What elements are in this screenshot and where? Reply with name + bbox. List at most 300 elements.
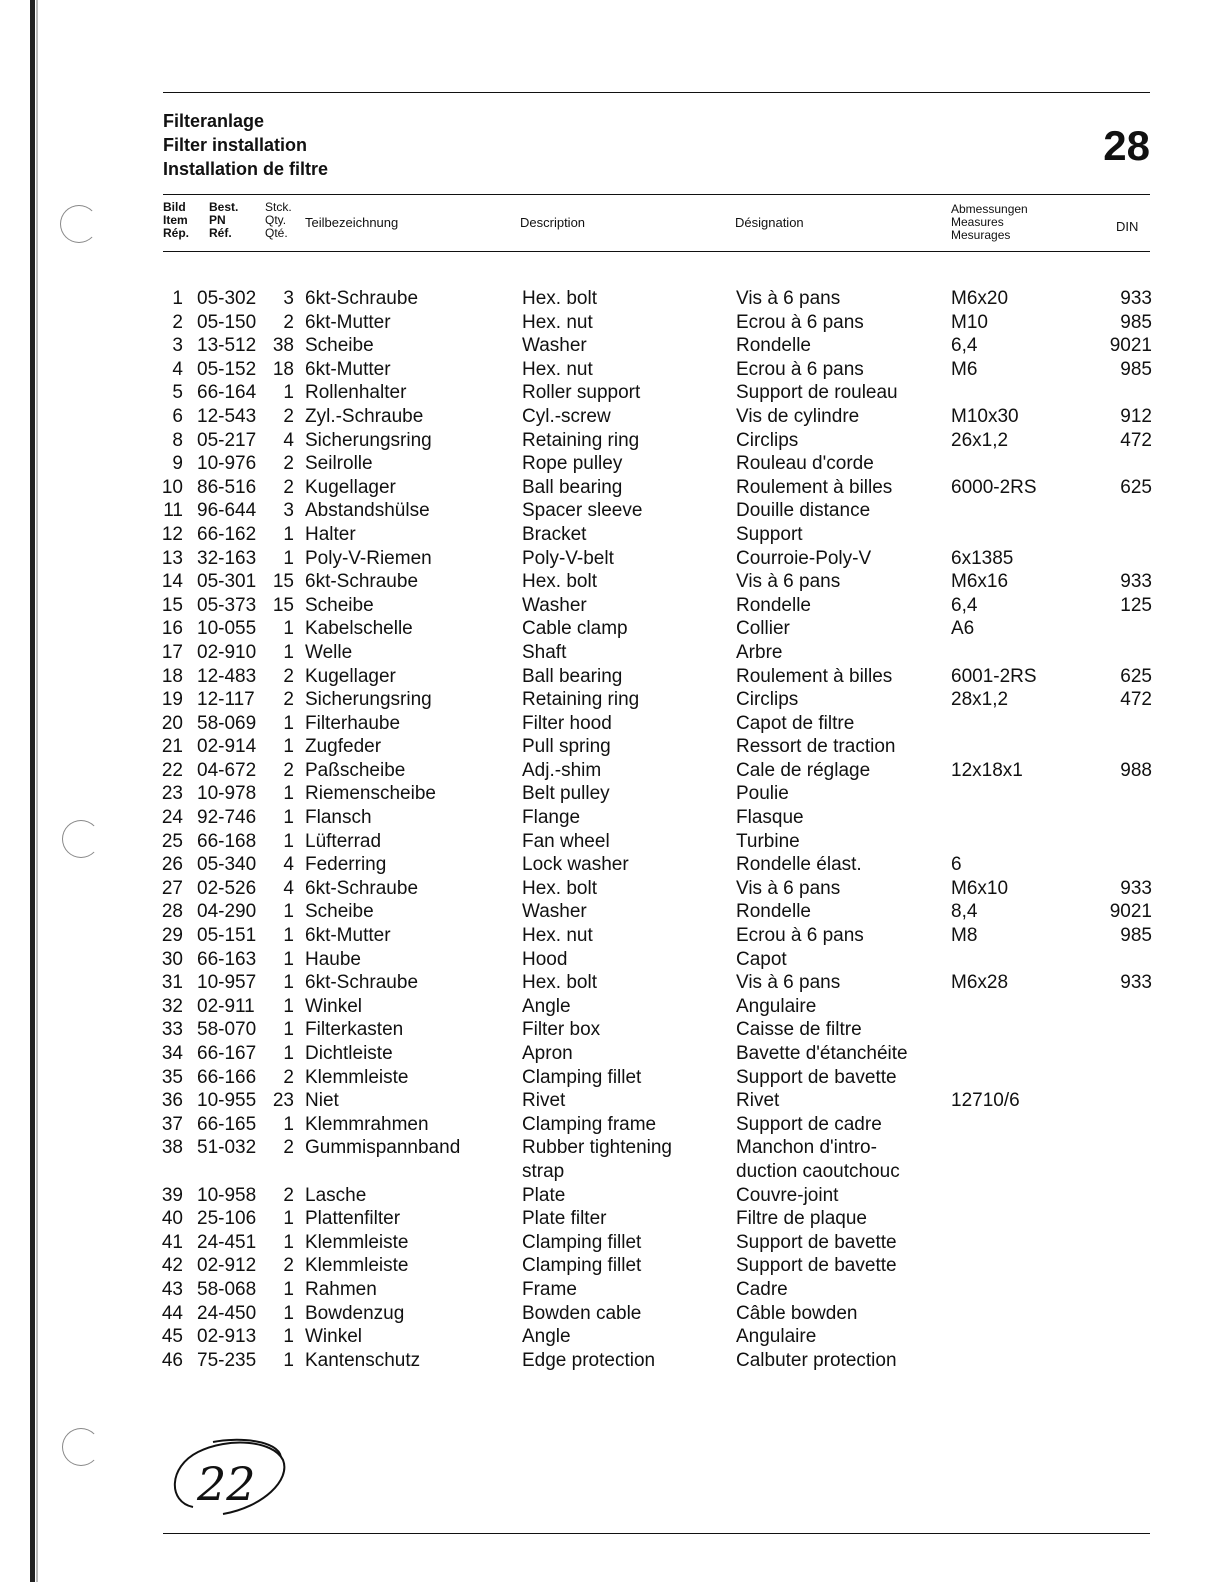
part-number: 58-069	[197, 712, 257, 734]
table-row	[0, 782, 1224, 806]
item-number: 13	[161, 547, 183, 569]
handwritten-page-number: 22	[197, 1457, 256, 1511]
quantity: 2	[283, 1066, 294, 1088]
table-row	[0, 712, 1224, 736]
table-row	[0, 688, 1224, 712]
table-row	[0, 429, 1224, 453]
part-number: 51-032	[197, 1137, 257, 1159]
item-number: 25	[161, 830, 183, 852]
description-english: Angle	[522, 995, 571, 1017]
part-number: 04-672	[197, 759, 257, 781]
designation-french: Turbine	[736, 830, 800, 852]
item-number: 16	[161, 618, 183, 640]
din-standard: 985	[1120, 311, 1152, 333]
part-number: 86-516	[197, 476, 257, 498]
item-number: 35	[161, 1066, 183, 1088]
description-english: Hex. bolt	[522, 877, 597, 899]
designation-french: Rondelle	[736, 335, 811, 357]
din-standard: 472	[1120, 429, 1152, 451]
quantity: 1	[283, 1349, 294, 1371]
quantity: 1	[283, 1302, 294, 1324]
designation-french: Couvre-joint	[736, 1184, 839, 1206]
din-standard: 933	[1120, 877, 1152, 899]
description-english: Edge protection	[522, 1349, 656, 1371]
name-german: Winkel	[305, 1326, 363, 1348]
header-measures: Abmessungen Measures Mesurages	[951, 202, 1028, 242]
description-english: Ball bearing	[522, 476, 623, 498]
description-english: Hex. nut	[522, 925, 593, 947]
name-german: Kugellager	[305, 665, 396, 687]
item-number: 19	[161, 689, 183, 711]
name-german: Riemenscheibe	[305, 783, 436, 805]
designation-french: Support de bavette	[736, 1231, 897, 1253]
designation-french: Rivet	[736, 1090, 780, 1112]
name-german: Dichtleiste	[305, 1043, 393, 1064]
part-number: 12-543	[197, 405, 257, 427]
quantity: 3	[283, 500, 294, 522]
table-row	[0, 334, 1224, 358]
description-english: Adj.-shim	[522, 759, 602, 781]
table-row	[0, 806, 1224, 830]
item-number: 29	[161, 925, 183, 947]
part-number: 24-451	[197, 1231, 257, 1253]
part-number: 10-957	[197, 972, 257, 994]
din-standard: 985	[1120, 358, 1152, 380]
table-row	[0, 523, 1224, 547]
part-number: 02-912	[197, 1255, 257, 1277]
table-row	[0, 641, 1224, 665]
table-row	[0, 1113, 1224, 1137]
designation-french: Capot	[736, 948, 787, 970]
name-german: Paßscheibe	[305, 759, 406, 781]
designation-french: Support de rouleau	[736, 382, 898, 404]
name-german: Zugfeder	[305, 736, 382, 758]
description-english: Spacer sleeve	[522, 500, 643, 522]
item-number: 12	[161, 523, 183, 545]
item-number: 4	[172, 358, 183, 380]
table-row	[0, 1042, 1224, 1066]
name-german: Niet	[305, 1090, 339, 1112]
quantity: 1	[283, 618, 294, 640]
description-english: Hex. bolt	[522, 972, 597, 994]
item-number: 11	[163, 500, 183, 522]
header-bottom-rule	[163, 251, 1150, 252]
description-english: Cable clamp	[522, 618, 628, 640]
designation-french: Rouleau d'corde	[736, 453, 874, 475]
name-german: Sicherungsring	[305, 429, 432, 451]
description-english: Washer	[522, 335, 587, 357]
quantity: 4	[283, 854, 294, 876]
header-description: Description	[520, 215, 586, 230]
table-row	[0, 1325, 1224, 1349]
item-number: 15	[161, 594, 183, 616]
item-number: 39	[161, 1184, 183, 1206]
page-number: 28	[1103, 122, 1150, 169]
part-number: 10-055	[197, 618, 257, 640]
bottom-rule	[163, 1533, 1150, 1534]
designation-french: Courroie-Poly-V	[736, 547, 872, 569]
part-number: 66-162	[197, 523, 257, 545]
name-german: Filterhaube	[305, 712, 401, 734]
designation-french: Ecrou à 6 pans	[736, 358, 864, 380]
table-row	[0, 1066, 1224, 1090]
description-english: Plate	[522, 1184, 566, 1206]
item-number: 42	[161, 1255, 183, 1277]
header-din: DIN	[1116, 219, 1139, 234]
name-german: Bowdenzug	[305, 1302, 405, 1324]
quantity: 2	[283, 1184, 294, 1206]
part-number: 66-163	[197, 948, 257, 970]
description-english: Clamping fillet	[522, 1255, 642, 1277]
quantity: 1	[283, 1231, 294, 1253]
part-number: 66-168	[197, 830, 257, 852]
header-bild: Bild Item Rép.	[163, 200, 190, 240]
designation-french: Cadre	[736, 1278, 788, 1300]
measures: 12710/6	[951, 1090, 1020, 1112]
description-english: Belt pulley	[522, 783, 610, 805]
header-qty: Stck. Qty. Qté.	[265, 200, 292, 240]
name-german: Lasche	[305, 1184, 367, 1206]
description-english: Rope pulley	[522, 453, 623, 475]
title-french: Installation de filtre	[163, 159, 329, 179]
description-english: Retaining ring	[522, 429, 640, 451]
name-german: 6kt-Mutter	[305, 925, 391, 947]
item-number: 22	[161, 759, 183, 781]
table-row	[0, 853, 1224, 877]
description-english: Flange	[522, 807, 581, 829]
description-english: Clamping frame	[522, 1113, 657, 1135]
item-number: 43	[161, 1278, 183, 1300]
din-standard: 933	[1120, 571, 1152, 593]
quantity: 2	[283, 1255, 294, 1277]
designation-french: Flasque	[736, 807, 804, 829]
din-standard: 9021	[1109, 335, 1152, 357]
punch-hole-bottom	[62, 1428, 100, 1466]
designation-french: Collier	[736, 618, 790, 640]
designation-french: Douille distance	[736, 500, 871, 522]
item-number: 38	[161, 1137, 183, 1159]
quantity: 1	[283, 995, 294, 1017]
part-number: 10-958	[197, 1184, 257, 1206]
quantity: 38	[272, 335, 294, 357]
quantity: 2	[283, 476, 294, 498]
table-row	[0, 287, 1224, 311]
description-english: Hex. nut	[522, 358, 593, 380]
table-row	[0, 1089, 1224, 1113]
designation-french: Support de bavette	[736, 1066, 897, 1088]
quantity: 3	[283, 288, 294, 309]
din-standard: 625	[1120, 665, 1152, 687]
name-german: Sicherungsring	[305, 689, 432, 711]
quantity: 1	[283, 641, 294, 663]
table-row	[0, 311, 1224, 335]
name-german: 6kt-Schraube	[305, 288, 419, 309]
part-number: 05-373	[197, 594, 257, 616]
item-number: 33	[161, 1019, 183, 1041]
description-english: Apron	[522, 1043, 573, 1064]
name-german: 6kt-Schraube	[305, 877, 419, 899]
header-top-rule	[163, 194, 1150, 195]
description-english: Rubber tightening strap	[522, 1137, 672, 1182]
name-german: Halter	[305, 523, 356, 545]
part-number: 58-070	[197, 1019, 257, 1041]
din-standard: 912	[1120, 405, 1152, 427]
quantity: 1	[283, 547, 294, 569]
item-number: 17	[161, 641, 183, 663]
designation-french: Support de cadre	[736, 1113, 882, 1135]
name-german: 6kt-Mutter	[305, 358, 391, 380]
part-number: 02-910	[197, 641, 257, 663]
part-number: 10-955	[197, 1090, 257, 1112]
quantity: 1	[283, 948, 294, 970]
description-english: Filter hood	[522, 712, 612, 734]
part-number: 12-117	[197, 689, 255, 711]
name-german: Scheibe	[305, 594, 374, 616]
name-german: Klemmleiste	[305, 1255, 409, 1277]
part-number: 92-746	[197, 807, 257, 829]
description-english: Plate filter	[522, 1208, 607, 1230]
part-number: 02-913	[197, 1326, 257, 1348]
part-number: 66-166	[197, 1066, 257, 1088]
designation-french: Vis à 6 pans	[736, 972, 841, 994]
description-english: Cyl.-screw	[522, 405, 611, 427]
designation-french: Circlips	[736, 429, 799, 451]
item-number: 14	[161, 571, 183, 593]
measures: 12x18x1	[951, 759, 1023, 781]
name-german: Kugellager	[305, 476, 396, 498]
table-row	[0, 735, 1224, 759]
name-german: Scheibe	[305, 901, 374, 923]
din-standard: 933	[1120, 288, 1152, 309]
description-english: Hex. nut	[522, 311, 593, 333]
description-english: Hex. bolt	[522, 288, 597, 309]
measures: 28x1,2	[951, 689, 1009, 711]
table-row	[0, 877, 1224, 901]
header-pn: Best. PN Réf.	[209, 200, 239, 240]
designation-french: Câble bowden	[736, 1302, 858, 1324]
part-number: 12-483	[197, 665, 257, 687]
din-standard: 472	[1120, 689, 1152, 711]
quantity: 18	[272, 358, 294, 380]
name-german: Federring	[305, 854, 387, 876]
designation-french: Angulaire	[736, 1326, 817, 1348]
part-number: 66-167	[197, 1043, 257, 1064]
item-number: 31	[161, 972, 183, 994]
quantity: 1	[283, 1113, 294, 1135]
item-number: 26	[161, 854, 183, 876]
designation-french: Vis à 6 pans	[736, 571, 841, 593]
name-german: Klemmrahmen	[305, 1113, 429, 1135]
item-number: 6	[172, 405, 183, 427]
table-row	[0, 594, 1224, 618]
measures: M6x16	[951, 571, 1009, 593]
measures: 26x1,2	[951, 429, 1009, 451]
description-english: Filter box	[522, 1019, 601, 1041]
quantity: 1	[283, 1019, 294, 1041]
din-standard: 933	[1120, 972, 1152, 994]
item-number: 45	[161, 1326, 183, 1348]
table-row	[0, 1254, 1224, 1278]
item-number: 5	[172, 382, 183, 404]
description-english: Poly-V-belt	[522, 547, 614, 569]
quantity: 2	[283, 311, 294, 333]
table-row	[0, 1278, 1224, 1302]
table-row	[0, 381, 1224, 405]
quantity: 4	[283, 877, 294, 899]
quantity: 1	[283, 712, 294, 734]
item-number: 37	[161, 1113, 183, 1135]
quantity: 1	[283, 901, 294, 923]
quantity: 15	[272, 594, 294, 616]
quantity: 2	[283, 453, 294, 475]
table-row	[0, 1018, 1224, 1042]
designation-french: Arbre	[736, 641, 783, 663]
quantity: 1	[283, 382, 294, 404]
table-row	[0, 547, 1224, 571]
quantity: 1	[283, 523, 294, 545]
quantity: 2	[283, 759, 294, 781]
name-german: Rollenhalter	[305, 382, 407, 404]
designation-french: Caisse de filtre	[736, 1019, 862, 1041]
measures: 6000-2RS	[951, 476, 1037, 498]
description-english: Ball bearing	[522, 665, 623, 687]
name-german: 6kt-Schraube	[305, 972, 419, 994]
table-row	[0, 452, 1224, 476]
name-german: Kantenschutz	[305, 1349, 421, 1371]
description-english: Fan wheel	[522, 830, 610, 852]
measures: M6x28	[951, 972, 1009, 994]
table-row	[0, 665, 1224, 689]
designation-french: Support de bavette	[736, 1255, 897, 1277]
name-german: Lüfterrad	[305, 830, 382, 852]
name-german: Gummispannband	[305, 1137, 461, 1159]
measures: 8,4	[951, 901, 978, 923]
name-german: Filterkasten	[305, 1019, 404, 1041]
quantity: 1	[283, 972, 294, 994]
item-number: 24	[161, 807, 183, 829]
parts-table-body	[0, 287, 1224, 1372]
item-number: 10	[161, 476, 183, 498]
name-german: 6kt-Mutter	[305, 311, 391, 333]
description-english: Rivet	[522, 1090, 566, 1112]
item-number: 20	[161, 712, 183, 734]
item-number: 1	[172, 288, 183, 309]
measures: 6,4	[951, 594, 978, 616]
measures: M10	[951, 311, 988, 333]
name-german: Zyl.-Schraube	[305, 405, 424, 427]
item-number: 44	[161, 1302, 183, 1324]
name-german: Flansch	[305, 807, 372, 829]
din-standard: 125	[1120, 594, 1152, 616]
table-row	[0, 924, 1224, 948]
designation-french: Filtre de plaque	[736, 1208, 867, 1230]
measures: M6x10	[951, 877, 1009, 899]
part-number: 25-106	[197, 1208, 257, 1230]
table-row	[0, 1349, 1224, 1373]
description-english: Clamping fillet	[522, 1066, 642, 1088]
name-german: Welle	[305, 641, 353, 663]
table-row	[0, 1136, 1224, 1183]
part-number: 05-217	[197, 429, 257, 451]
designation-french: Capot de filtre	[736, 712, 855, 734]
item-number: 30	[161, 948, 183, 970]
header-designation: Désignation	[735, 215, 804, 230]
name-german: Rahmen	[305, 1278, 377, 1300]
designation-french: Rondelle	[736, 594, 811, 616]
name-german: Klemmleiste	[305, 1066, 409, 1088]
measures: 6x1385	[951, 547, 1014, 569]
designation-french: Circlips	[736, 689, 799, 711]
quantity: 1	[283, 736, 294, 758]
quantity: 2	[283, 665, 294, 687]
item-number: 27	[161, 877, 183, 899]
measures: M8	[951, 925, 978, 947]
quantity: 2	[283, 1137, 294, 1159]
designation-french: Vis à 6 pans	[736, 288, 841, 309]
part-number: 66-164	[197, 382, 257, 404]
designation-french: Bavette d'étanchéite	[736, 1043, 908, 1064]
description-english: Angle	[522, 1326, 571, 1348]
table-row	[0, 1302, 1224, 1326]
measures: 6001-2RS	[951, 665, 1037, 687]
measures: 6	[951, 854, 962, 876]
designation-french: Ecrou à 6 pans	[736, 311, 864, 333]
item-number: 41	[161, 1231, 183, 1253]
name-german: Abstandshülse	[305, 500, 430, 522]
designation-french: Manchon d'intro- duction caoutchouc	[736, 1137, 900, 1182]
quantity: 1	[283, 783, 294, 805]
measures: M6	[951, 358, 978, 380]
item-number: 2	[172, 311, 183, 333]
item-number: 34	[161, 1043, 183, 1064]
designation-french: Poulie	[736, 783, 789, 805]
description-english: Roller support	[522, 382, 641, 404]
designation-french: Vis de cylindre	[736, 405, 860, 427]
name-german: Scheibe	[305, 335, 374, 357]
header-teilbezeichnung: Teilbezeichnung	[305, 215, 399, 230]
table-row	[0, 1207, 1224, 1231]
table-row	[0, 1231, 1224, 1255]
item-number: 46	[161, 1349, 183, 1371]
name-german: Seilrolle	[305, 453, 373, 475]
name-german: 6kt-Schraube	[305, 571, 419, 593]
name-german: Klemmleiste	[305, 1231, 409, 1253]
table-row	[0, 900, 1224, 924]
part-number: 02-914	[197, 736, 257, 758]
title-german: Filteranlage	[163, 111, 265, 131]
part-number: 96-644	[197, 500, 257, 522]
quantity: 1	[283, 1326, 294, 1348]
din-standard: 985	[1120, 925, 1152, 947]
name-german: Kabelschelle	[305, 618, 413, 640]
item-number: 32	[161, 995, 183, 1017]
designation-french: Support	[736, 523, 803, 545]
part-number: 10-978	[197, 783, 257, 805]
table-row	[0, 617, 1224, 641]
description-english: Hex. bolt	[522, 571, 597, 593]
title-english: Filter installation	[163, 135, 308, 155]
table-row	[0, 570, 1224, 594]
designation-french: Vis à 6 pans	[736, 877, 841, 899]
part-number: 58-068	[197, 1278, 257, 1300]
table-row	[0, 995, 1224, 1019]
part-number: 05-301	[197, 571, 257, 593]
description-english: Pull spring	[522, 736, 611, 758]
designation-french: Calbuter protection	[736, 1349, 897, 1371]
designation-french: Ecrou à 6 pans	[736, 925, 864, 947]
quantity: 15	[272, 571, 294, 593]
description-english: Retaining ring	[522, 689, 640, 711]
